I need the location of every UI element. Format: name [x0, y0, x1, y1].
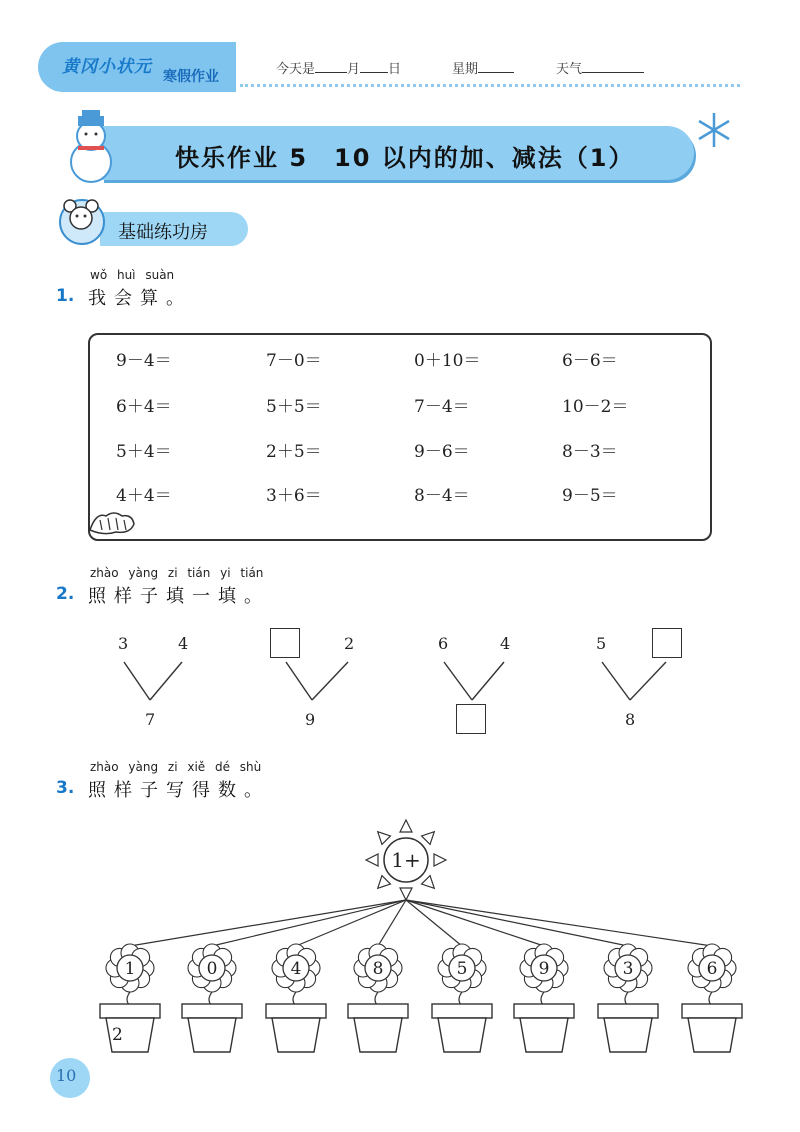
weekday-label: 星期: [452, 62, 479, 77]
equation[interactable]: 6－6＝: [562, 351, 618, 371]
flower-number: 1: [124, 959, 136, 979]
bond-line: [444, 662, 472, 700]
q2-pinyin: zhào yàng zi tián yi tián: [90, 566, 264, 580]
equation[interactable]: 2＋5＝: [266, 442, 322, 462]
flower-number: 6: [706, 959, 718, 979]
bond-line: [286, 662, 312, 700]
bond-right-number: 4: [178, 634, 189, 653]
flower-number: 9: [538, 959, 550, 979]
section-title: 基础练功房: [118, 222, 208, 243]
q3-number: 3.: [56, 778, 75, 798]
day-label: 日: [388, 62, 402, 77]
q1-number: 1.: [56, 286, 75, 306]
q1-pinyin: wǒ huì suàn: [90, 268, 175, 282]
equation[interactable]: 7－0＝: [266, 351, 322, 371]
series-label: 寒假作业: [163, 69, 219, 85]
bond-left-number: 5: [596, 634, 607, 653]
pot-answer: 2: [112, 1025, 123, 1045]
equation[interactable]: 8－4＝: [414, 486, 470, 506]
weather-label: 天气: [556, 62, 583, 77]
bond-right-blank-box[interactable]: [652, 628, 682, 658]
equation[interactable]: 10－2＝: [562, 397, 629, 417]
bond-line: [124, 662, 150, 700]
sun-label: 1+: [391, 848, 421, 872]
bond-right-number: 2: [344, 634, 355, 653]
q2-number: 2.: [56, 584, 75, 604]
date-prefix: 今天是: [276, 62, 316, 77]
bond-bottom-number: 7: [145, 710, 156, 729]
q3-text: 照样子写得数。: [88, 780, 270, 801]
equation[interactable]: 7－4＝: [414, 397, 470, 417]
bond-left-blank-box[interactable]: [270, 628, 300, 658]
equation[interactable]: 8－3＝: [562, 442, 618, 462]
equation[interactable]: 3＋6＝: [266, 486, 322, 506]
equation[interactable]: 5＋5＝: [266, 397, 322, 417]
bond-line: [602, 662, 630, 700]
bond-bottom-number: 8: [625, 710, 636, 729]
flower-number: 8: [372, 959, 384, 979]
bond-line: [472, 662, 504, 700]
equation[interactable]: 9－5＝: [562, 486, 618, 506]
bond-bottom-number: 9: [305, 710, 316, 729]
page-number: 10: [56, 1066, 77, 1085]
equation[interactable]: 5＋4＝: [116, 442, 172, 462]
bond-left-number: 6: [438, 634, 449, 653]
equation[interactable]: 9－4＝: [116, 351, 172, 371]
bond-bottom-blank-box[interactable]: [456, 704, 486, 734]
bond-left-number: 3: [118, 634, 129, 653]
q1-text: 我会算。: [88, 288, 192, 309]
q2-text: 照样子填一填。: [88, 586, 270, 607]
bond-line: [312, 662, 348, 700]
q3-pinyin: zhào yàng zi xiě dé shù: [90, 760, 262, 774]
brand-logo: 黄冈小状元: [62, 57, 152, 77]
equation[interactable]: 6＋4＝: [116, 397, 172, 417]
flower-number: 5: [456, 959, 468, 979]
page-title: 快乐作业 5 10 以内的加、减法（1）: [175, 144, 635, 172]
bond-line: [150, 662, 182, 700]
bond-right-number: 4: [500, 634, 511, 653]
bond-line: [630, 662, 666, 700]
equation[interactable]: 0＋10＝: [414, 351, 481, 371]
equation[interactable]: 9－6＝: [414, 442, 470, 462]
flower-number: 0: [206, 959, 218, 979]
month-label: 月: [347, 62, 361, 77]
flower-number: 3: [622, 959, 634, 979]
equation[interactable]: 4＋4＝: [116, 486, 172, 506]
flower-number: 4: [290, 959, 302, 979]
